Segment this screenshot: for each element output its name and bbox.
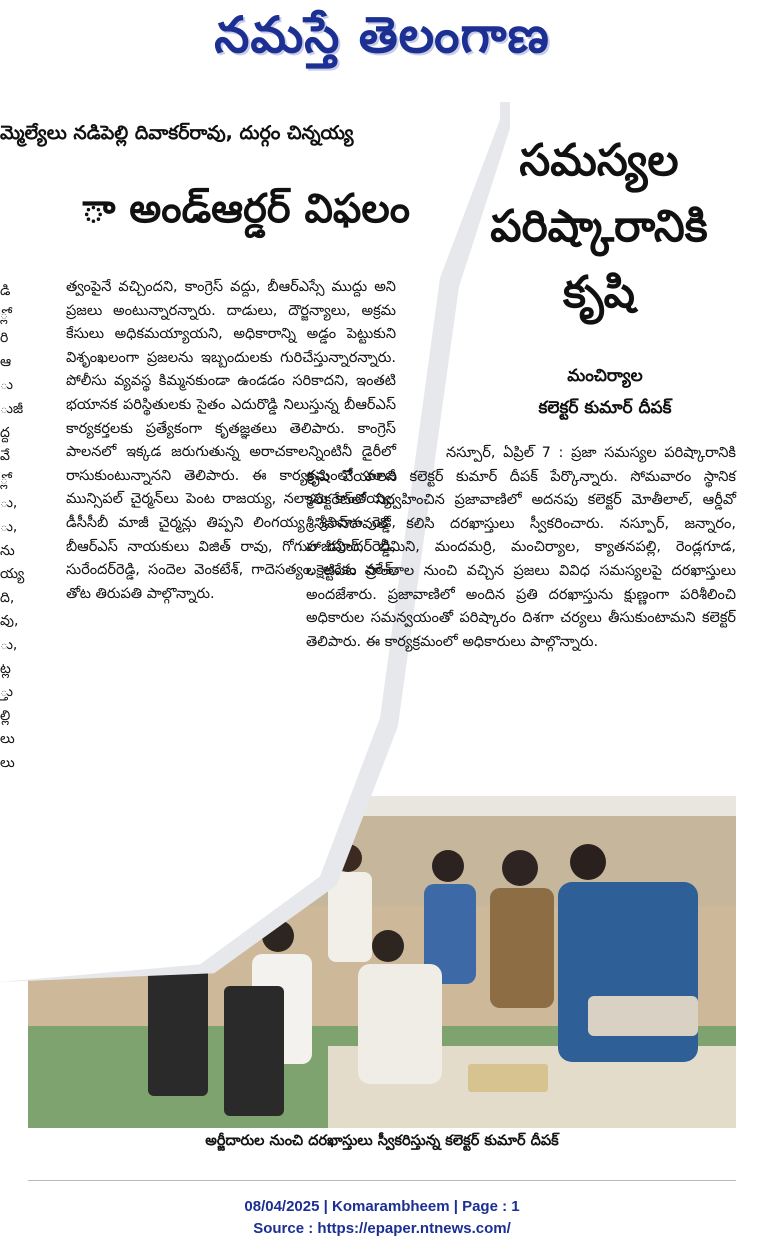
edge-text: డి <box>0 283 11 299</box>
right-article-body <box>306 442 736 654</box>
edge-text: లు <box>0 731 15 748</box>
edge-text: ను <box>0 542 15 559</box>
left-edge-column <box>0 280 25 900</box>
headline-line: పరిష్కారానికి <box>490 201 708 252</box>
edge-text: రి <box>0 330 9 347</box>
page-footer <box>0 1196 764 1240</box>
edge-text: ు, <box>0 636 18 653</box>
masthead <box>0 0 764 82</box>
byline-role: కలెక్టర్‌ కుమార్‌ దీపక్‌ <box>538 398 672 418</box>
footer-divider <box>28 1180 736 1181</box>
edge-text: ్లో <box>0 306 9 323</box>
photo-caption: అర్జీదారుల నుంచి దరఖాస్తులు స్వీకరిస్తున్న కలెక్టర్‌ కుమార్‌ దీపక్‌ <box>205 1133 559 1149</box>
left-article-banner: ా అండ్‌ఆర్డర్‌ విఫలం <box>81 186 410 232</box>
left-article-kicker: మ్మెల్యేలు నడిపెల్లి దివాకర్‌రావు, దుర్గం చిన్నయ్య <box>0 122 354 144</box>
edge-text: ఆ <box>0 353 12 370</box>
edge-text: ు, <box>0 518 18 535</box>
masthead-title: నమస్తే తెలంగాణ <box>214 6 550 64</box>
edge-text: వే <box>0 448 10 465</box>
edge-text: ుజీ <box>0 400 24 417</box>
right-article-headline <box>444 128 754 326</box>
left-article-paragraph: త్వంపైనే వచ్చిందని, కాంగ్రెస్‌ వద్దు, బీఆర్‌ఎస్సే ముద్దు అని ప్రజలు అంటున్నారన్నారు. దాడులు, దౌర్జన్యాలు, అక్రమ కేసులు అధికమయ్యాయని, అధికారాన్ని అడ్డం పెట్టుకుని విశృంఖలంగా ప్రజలను ఇబ్బందులకు గురిచేస్తున్నారన్నారు. పోలీసు వ్యవస్థ కిమ్మనకుండా ఉండడం సరికాదని, ఇంతటి భయానక పరిస్థితులకు సైతం ఎదురొడ్డి నిలుస్తున్న బీఆర్‌ఎస్‌ కార్యకర్తలకు ప్రత్యేకంగా కృతజ్ఞతలు తెలిపారు. కాంగ్రెస్‌ పాలనలో ఇక్కడ జరుగుతున్న అరాచకాలన్నింటినీ డైరీలో రాసుకుంటున్నానని తెలిపారు. ఈ కార్యక్రమంలో మాజీ మున్సిపల్‌ చైర్మన్‌లు పెంట రాజయ్య, నల్మాసు కాంతయ్య, డీసీసీబీ మాజీ చైర్మన్లు తిప్పని లింగయ్య, శ్రీనివాస రెడ్డి, బీఆర్‌ఎస్‌ నాయకులు విజిత్‌ రావు, గోగుల రవీందర్‌రెడ్డి, సురేందర్‌రెడ్డి, సందెల వెంకటేశ్‌, గాదెసత్యం, అంకం నరేశ్‌, తోట తిరుపతి పాల్గొన్నారు. <box>66 279 396 602</box>
edge-text: ్తు <box>0 684 13 701</box>
footer-source: Source : https://epaper.ntnews.com/ <box>253 1220 511 1237</box>
edge-text: ు <box>0 377 13 394</box>
edge-text: ల్లి <box>0 707 11 724</box>
footer-date-edition: 08/04/2025 | Komarambheem | Page : 1 <box>244 1198 520 1215</box>
headline-line: సమస్యల <box>519 135 679 186</box>
headline-line: కృషి <box>563 267 635 318</box>
edge-text: ు, <box>0 495 18 512</box>
edge-text: య్య <box>0 566 25 583</box>
edge-text: వు, <box>0 613 19 630</box>
right-article-paragraph: నస్పూర్‌, ఏప్రిల్‌ 7 : ప్రజా సమస్యల పరిష్కారానికి కృషి చేయాలని కలెక్టర్‌ కుమార్‌ దీపక్‌ పేర్కొన్నారు. సోమవారం స్థానిక కలెక్టరేట్‌లో నిర్వహించిన ప్రజావాణిలో అదనపు కలెక్టర్‌ మోతీలాల్‌, ఆర్డీవో శ్రీనివాస్‌రావుతో కలిసి దరఖాస్తులు స్వీకరించారు. నస్పూర్‌, జన్నారం, హాజీపూర్‌, భీమిని, మందమర్రి, మంచిర్యాల, క్యాతనపల్లి, రెండ్లగూడ, లక్షెట్టిపేట ప్రాంతాల నుంచి వచ్చిన ప్రజలు వివిధ సమస్యలపై దరఖాస్తులు అందజేశారు. ప్రజావాణిలో అందిన ప్రతి దరఖాస్తును క్షుణ్ణంగా పరిశీలించి అధికారుల సమన్వయంతో పరిష్కారం దిశగా చర్యలు తీసుకుంటామని కలెక్టర్‌ తెలిపారు. ఈ కార్యక్రమంలో అధికారులు పాల్గొన్నారు. <box>306 445 736 650</box>
edge-text: ్లో <box>0 471 9 488</box>
edge-text: లు <box>0 754 15 771</box>
edge-text: ద్ద <box>0 424 10 441</box>
byline-place: మంచిర్యాల <box>567 366 643 386</box>
right-article-byline <box>480 360 730 424</box>
edge-text: ట్ల <box>0 660 11 677</box>
edge-text: ది, <box>0 589 15 606</box>
